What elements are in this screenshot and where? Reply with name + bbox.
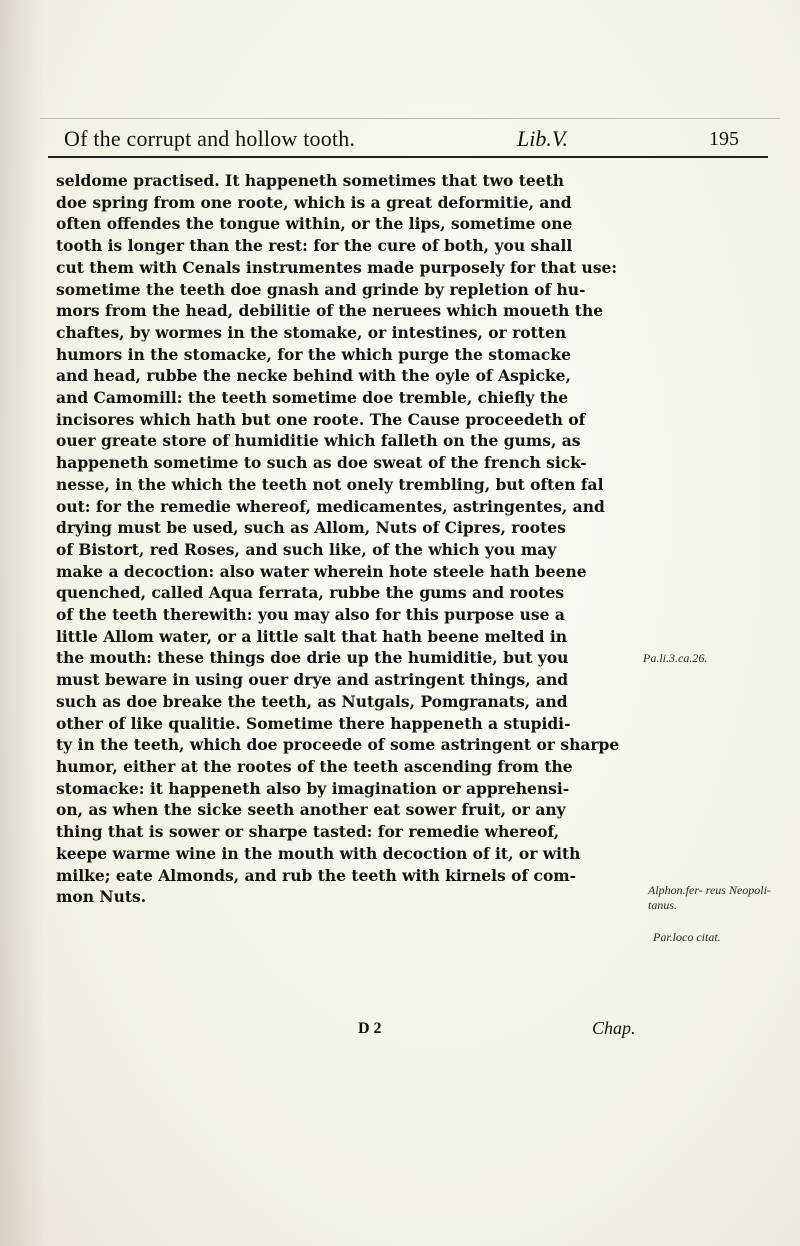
text-line: cut them with Cenals instrumentes made purposely for that use:	[56, 257, 618, 277]
text-line: stomacke: it happeneth also by imagination or apprehensi-	[56, 778, 570, 798]
text-line: other of like qualitie. Sometime there happeneth a stupidi-	[56, 713, 571, 733]
margin-note-reference-1: Pa.li.3.ca.26.	[643, 651, 708, 665]
text-line: such as doe breake the teeth, as Nutgals, Pomgranats, and	[56, 691, 568, 711]
text-line: and Camomill: the teeth sometime doe tremble, chiefly the	[56, 388, 569, 408]
text-line: mon Nuts.	[56, 887, 147, 907]
text-line: drying must be used, such as Allom, Nuts of Cipres, rootes	[56, 518, 566, 538]
body-text	[56, 170, 638, 908]
text-line: and head, rubbe the necke behind with the oyle of Aspicke,	[56, 366, 571, 386]
text-line: tooth is longer than the rest: for the cure of both, you shall	[56, 236, 573, 256]
text-line: milke; eate Almonds, and rub the teeth with kirnels of com-	[56, 865, 577, 885]
catchword: Chap.	[592, 1018, 636, 1038]
text-line: quenched, called Aqua ferrata, rubbe the gums and rootes	[56, 583, 565, 603]
text-line: chaftes, by wormes in the stomake, or intestines, or rotten	[56, 322, 567, 342]
text-line: ty in the teeth, which doe proceede of some astringent or sharpe	[56, 735, 620, 755]
text-line: of Bistort, red Roses, and such like, of the which you may	[56, 539, 557, 559]
header-rule	[48, 156, 768, 158]
text-line: incisores which hath but one roote. The Cause proceedeth of	[56, 409, 586, 429]
text-line: the mouth: these things doe drie up the humiditie, but you	[56, 648, 569, 668]
text-line: mors from the head, debilitie of the neruees which moueth the	[56, 301, 604, 321]
text-line: make a decoction: also water wherein hote steele hath beene	[56, 561, 587, 581]
text-line: sometime the teeth doe gnash and grinde by repletion of hu-	[56, 279, 586, 299]
text-line: nesse, in the which the teeth not onely trembling, but often fal	[56, 474, 604, 494]
page-edge-shadow	[0, 0, 44, 1246]
header-book-number: Lib.V.	[517, 126, 568, 151]
header-title: Of the corrupt and hollow tooth.	[64, 126, 356, 151]
text-line: happeneth sometime to such as doe sweat of the french sick-	[56, 453, 587, 473]
text-line: humors in the stomacke, for the which purge the stomacke	[56, 344, 571, 364]
text-line: seldome practised. It happeneth sometimes that two teeth	[56, 171, 565, 190]
page-number: 195	[709, 128, 739, 150]
text-line: thing that is sower or sharpe tasted: for remedie whereof,	[56, 822, 560, 842]
text-line: must beware in using ouer drye and astringent things, and	[56, 670, 569, 690]
text-line: on, as when the sicke seeth another eat sower fruit, or any	[56, 800, 566, 820]
signature-mark: D 2	[358, 1020, 382, 1037]
text-line: humor, either at the rootes of the teeth ascending from the	[56, 756, 573, 776]
text-line: often offendes the tongue within, or the lips, sometime one	[56, 214, 573, 234]
top-edge-line	[40, 118, 780, 119]
text-line: little Allom water, or a little salt that hath beene melted in	[56, 626, 568, 646]
text-line: doe spring from one roote, which is a great deformitie, and	[56, 192, 572, 212]
margin-note-reference-2: Alphon.fer- reus Neopoli- tanus.	[648, 883, 771, 912]
running-header	[64, 120, 754, 160]
text-line: out: for the remedie whereof, medicamentes, astringentes, and	[56, 496, 605, 516]
text-line: keepe warme wine in the mouth with decoction of it, or with	[56, 843, 581, 863]
margin-note-reference-3: Par.loco citat.	[653, 930, 721, 944]
text-line: ouer greate store of humiditie which falleth on the gums, as	[56, 431, 581, 451]
text-line: of the teeth therewith: you may also for this purpose use a	[56, 605, 565, 625]
